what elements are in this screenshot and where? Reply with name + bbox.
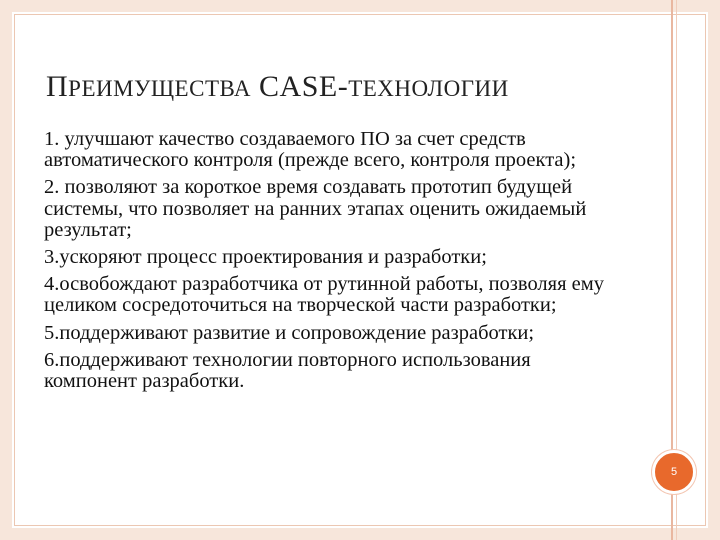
list-item: 2. позволяют за короткое время создавать прототип будущей системы, что позволяет на ранних этапах оценить ожидаемый результат;	[44, 176, 587, 241]
title-case: CASE-	[251, 70, 349, 103]
title-first-letter: П	[46, 70, 69, 103]
title-tail: ТЕХНОЛОГИИ	[348, 76, 509, 101]
page-number-badge: 5	[652, 450, 696, 494]
list-item: 4.освобождают разработчика от рутинной работы, позволяя ему целиком сосредоточиться на творческой части разработки;	[44, 273, 604, 317]
title-small-caps: РЕИМУЩЕСТВА	[68, 76, 252, 101]
slide-body	[44, 129, 614, 398]
list-item: 5.поддерживают развитие и сопровождение разработки;	[44, 321, 535, 344]
list-item: 1. улучшают качество создаваемого ПО за счет средств автоматического контроля (прежде всего, контроля проекта);	[44, 128, 577, 172]
list-item: 6.поддерживают технологии повторного использования компонент разработки.	[44, 348, 531, 393]
slide-title	[46, 70, 509, 104]
list-item: 3.ускоряют процесс проектирования и разработки;	[44, 246, 487, 269]
